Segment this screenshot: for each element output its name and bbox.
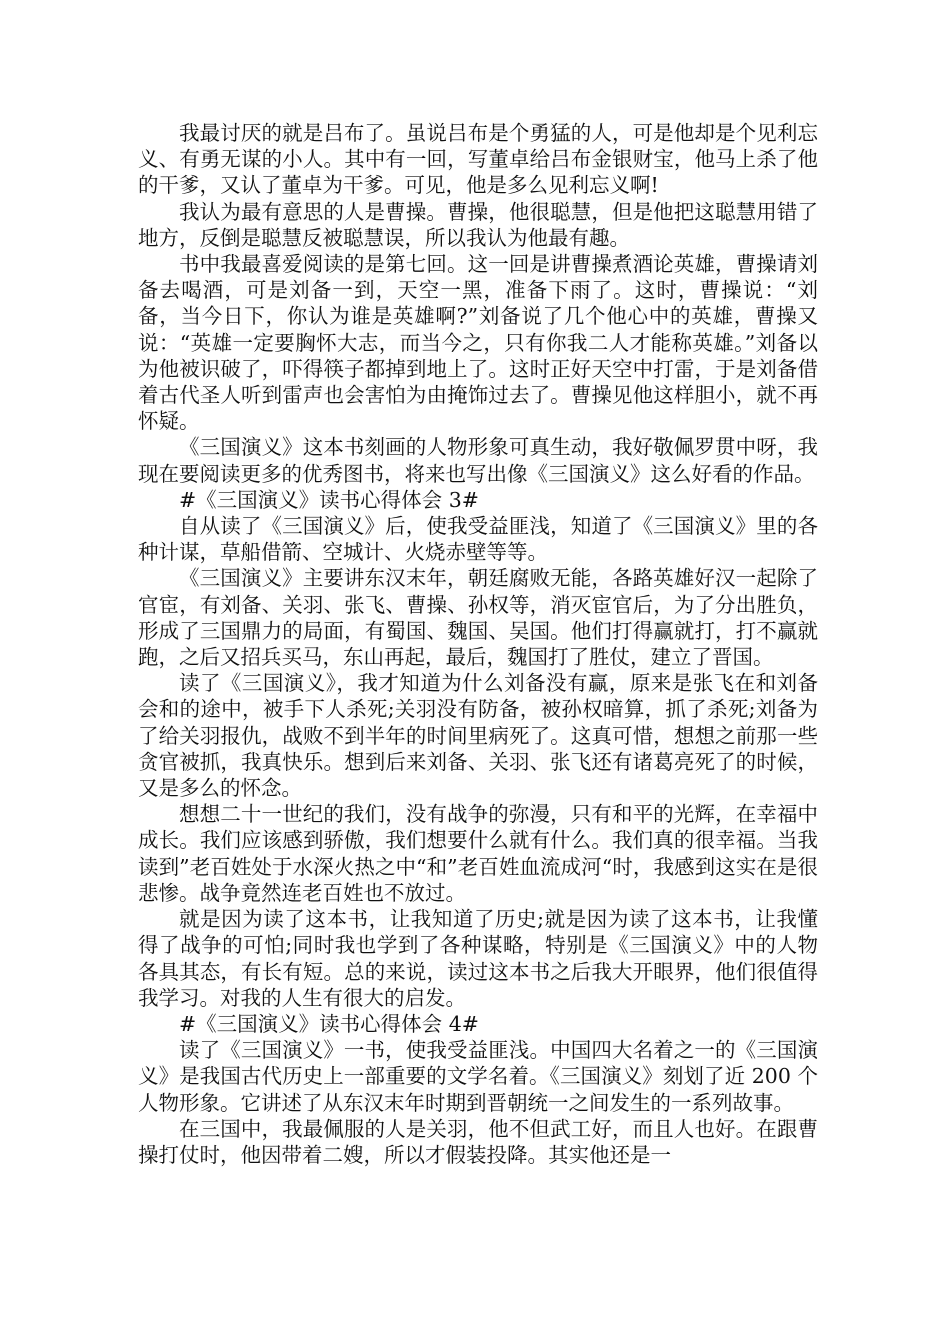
paragraph: 想想二十一世纪的我们，没有战争的弥漫，只有和平的光辉，在幸福中成长。我们应该感到骄傲，我们想要什么就有什么。我们真的很幸福。当我读到”老百姓处于水深火热之中“和”老百姓血流成河“时，我感到这实在是很悲惨。战争竟然连老百姓也不放过。 <box>138 802 818 905</box>
paragraph: 《三国演义》主要讲东汉末年，朝廷腐败无能，各路英雄好汉一起除了官宦，有刘备、关羽、张飞、曹操、孙权等，消灭宦官后，为了分出胜负，形成了三国鼎力的局面，有蜀国、魏国、吴国。他们打得赢就打，打不赢就跑，之后又招兵买马，东山再起，最后，魏国打了胜仗，建立了晋国。 <box>138 566 818 670</box>
paragraph: 读了《三国演义》一书，使我受益匪浅。中国四大名着之一的《三国演义》是我国古代历史上一部重要的文学名着。《三国演义》刻划了近 200 个人物形象。它讲述了从东汉末年时期到晋朝统一之间发生的一系列故事。 <box>138 1038 818 1115</box>
paragraph: 就是因为读了这本书，让我知道了历史;就是因为读了这本书，让我懂得了战争的可怕;同时我也学到了各种谋略，特别是《三国演义》中的人物各具其态，有长有短。总的来说，读过这本书之后我大开眼界，他们很值得我学习。对我的人生有很大的启发。 <box>138 907 818 1010</box>
paragraph: 书中我最喜爱阅读的是第七回。这一回是讲曹操煮酒论英雄，曹操请刘备去喝酒，可是刘备一到，天空一黑，准备下雨了。这时，曹操说：“刘备，当今日下，你认为谁是英雄啊?”刘备说了几个他心中的英雄，曹操又说：“英雄一定要胸怀大志，而当今之，只有你我二人才能称英雄。”刘备以为他被识破了，吓得筷子都掉到地上了。这时正好天空中打雷，于是刘备借着古代圣人听到雷声也会害怕为由掩饰过去了。曹操见他这样胆小，就不再怀疑。 <box>138 252 818 434</box>
document-body <box>138 120 818 1168</box>
section-heading: #《三国演义》读书心得体会 3# <box>179 487 479 512</box>
paragraph: 自从读了《三国演义》后，使我受益匪浅，知道了《三国演义》里的各种计谋，草船借箭、空城计、火烧赤壁等等。 <box>138 514 818 565</box>
paragraph: 在三国中，我最佩服的人是关羽，他不但武工好，而且人也好。在跟曹操打仗时，他因带着二嫂，所以才假装投降。其实他还是一 <box>138 1116 818 1167</box>
section-heading: #《三国演义》读书心得体会 4# <box>179 1011 479 1036</box>
paragraph: 我最讨厌的就是吕布了。虽说吕布是个勇猛的人，可是他却是个见利忘义、有勇无谋的小人。其中有一回，写董卓给吕布金银财宝，他马上杀了他的干爹，又认了董卓为干爹。可见，他是多么见利忘义啊! <box>138 121 818 198</box>
paragraph: 《三国演义》这本书刻画的人物形象可真生动，我好敬佩罗贯中呀，我现在要阅读更多的优秀图书，将来也写出像《三国演义》这么好看的作品。 <box>138 435 818 486</box>
paragraph: 我认为最有意思的人是曹操。曹操，他很聪慧，但是他把这聪慧用错了地方，反倒是聪慧反被聪慧误，所以我认为他最有趣。 <box>138 199 818 250</box>
paragraph: 读了《三国演义》，我才知道为什么刘备没有赢，原来是张飞在和刘备会和的途中，被手下人杀死;关羽没有防备，被孙权暗算，抓了杀死;刘备为了给关羽报仇，战败不到半年的时间里病死了。这真可惜，想想之前那一些贪官被抓，我真快乐。想到后来刘备、关羽、张飞还有诸葛亮死了的时候，又是多么的怀念。 <box>138 671 818 801</box>
